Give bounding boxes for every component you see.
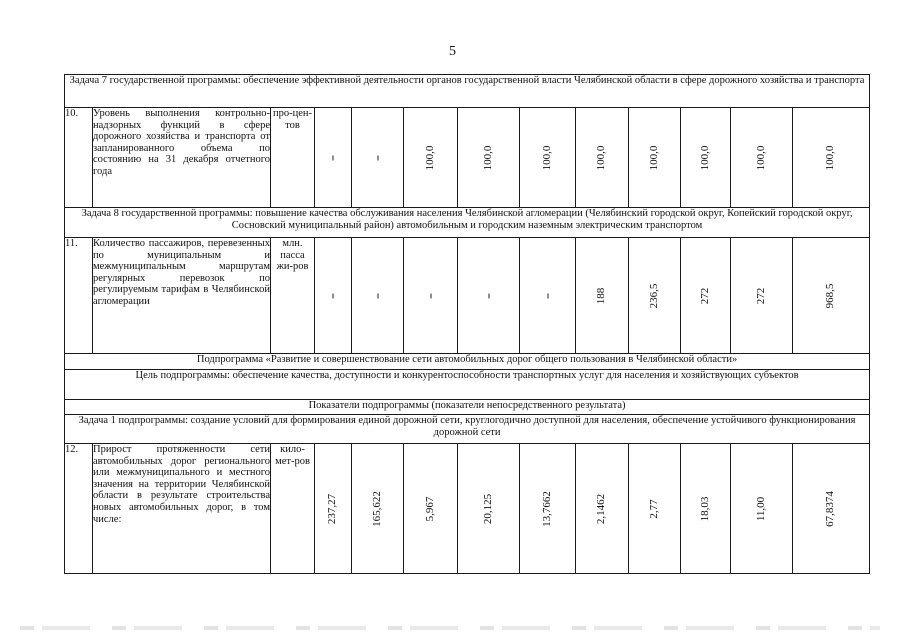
subprogram-goal: Цель подпрограммы: обеспечение качества, доступности и конкурентоспособности транспортных услуг для населения и хозяйствующих субъектов [65,370,870,400]
value-text: 5,967 [423,496,436,521]
value-cell [629,238,681,354]
value-cell [404,444,458,574]
indicator-name: Прирост протяженности сети автомобильных дорог регионального или межмуниципального и местного значения на территории Челябинской области в результате строительства новых автомобильных дорог, в том числе: [93,444,271,574]
value-text: 272 [754,287,767,304]
value-cell [793,238,870,354]
goal-row [65,370,870,400]
value-text: 100,0 [481,145,494,170]
value-cell [681,238,731,354]
value-cell [793,108,870,208]
value-text: 100,0 [647,145,660,170]
task-1-text: Задача 1 подпрограммы: создание условий для формирования единой дорожной сети, круглогодично доступной для населения, обеспечение устойчивого функционирования дорожной сети [65,415,870,444]
value-text: 100,0 [754,145,767,170]
dash-mark [333,155,334,160]
value-cell [520,238,576,354]
value-cell [404,108,458,208]
dash-mark [377,155,378,160]
value-cell [404,238,458,354]
task-7-text: Задача 7 государственной программы: обеспечение эффективной деятельности органов государственной власти Челябинской области в сфере дорожного хозяйства и транспорта [65,75,870,108]
value-text: 188 [595,287,608,304]
value-cell [520,444,576,574]
table-row [65,444,870,574]
value-cell [352,108,404,208]
value-cell [315,108,352,208]
value-cell [629,444,681,574]
subprogram-title: Подпрограмма «Развитие и совершенствование сети автомобильных дорог общего пользования в Челябинской области» [65,354,870,370]
indicator-name: Количество пассажиров, перевезенных по муниципальным и межмуниципальным маршрутам регулярных перевозок по регулируемым тарифам в Челябинской агломерации [93,238,271,354]
dash-mark [377,293,378,298]
scan-artifact [20,626,880,630]
dash-mark [333,293,334,298]
value-text: 237,27 [326,493,339,524]
indicators-table [64,74,870,574]
value-cell [681,108,731,208]
value-cell [458,108,520,208]
dash-mark [430,293,431,298]
task-1-row [65,415,870,444]
value-cell [458,238,520,354]
page-number: 5 [449,44,456,59]
value-cell [681,444,731,574]
value-cell [458,444,520,574]
value-cell [629,108,681,208]
unit-cell: кило-мет-ров [271,444,315,574]
table-row [65,108,870,208]
dash-mark [547,293,548,298]
value-text: 20,125 [481,493,494,524]
value-text: 2,77 [647,498,660,519]
subprogram-row [65,354,870,370]
task-7-row [65,75,870,108]
value-cell [315,444,352,574]
row-number: 10. [65,108,93,208]
value-cell [352,444,404,574]
dash-mark [488,293,489,298]
indicator-name: Уровень выполнения контрольно-надзорных функций в сфере дорожного хозяйства и транспорта от запланированного объема по состоянию на 31 декабря отчетного года [93,108,271,208]
value-text: 100,0 [595,145,608,170]
value-text: 968,5 [824,283,837,308]
value-text: 67,8374 [824,490,837,527]
value-text: 100,0 [698,145,711,170]
indicators-heading: Показатели подпрограммы (показатели непосредственного результата) [65,400,870,415]
value-cell [576,444,629,574]
value-cell [731,238,793,354]
value-cell [576,238,629,354]
row-number: 12. [65,444,93,574]
value-text: 272 [698,287,711,304]
value-cell [352,238,404,354]
row-number: 11. [65,238,93,354]
value-cell [731,444,793,574]
unit-cell: про-цен-тов [271,108,315,208]
value-text: 100,0 [824,145,837,170]
value-text: 13,7662 [540,490,553,527]
indicators-heading-row [65,400,870,415]
task-8-row [65,208,870,238]
value-cell [315,238,352,354]
table-row [65,238,870,354]
value-text: 236,5 [647,283,660,308]
value-text: 2,1462 [595,493,608,524]
value-cell [520,108,576,208]
value-cell [793,444,870,574]
task-8-text: Задача 8 государственной программы: повышение качества обслуживания населения Челябинской агломерации (Челябинский городской округ, Копейский городской округ, Сосновский муниципальный район) автомобильным и городским наземным электрическим транспортом [65,208,870,238]
value-text: 165,622 [370,490,383,527]
value-text: 11,00 [754,496,767,521]
value-cell [731,108,793,208]
value-cell [576,108,629,208]
value-text: 18,03 [698,496,711,521]
value-text: 100,0 [540,145,553,170]
unit-cell: млн. пасса жи-ров [271,238,315,354]
value-text: 100,0 [423,145,436,170]
